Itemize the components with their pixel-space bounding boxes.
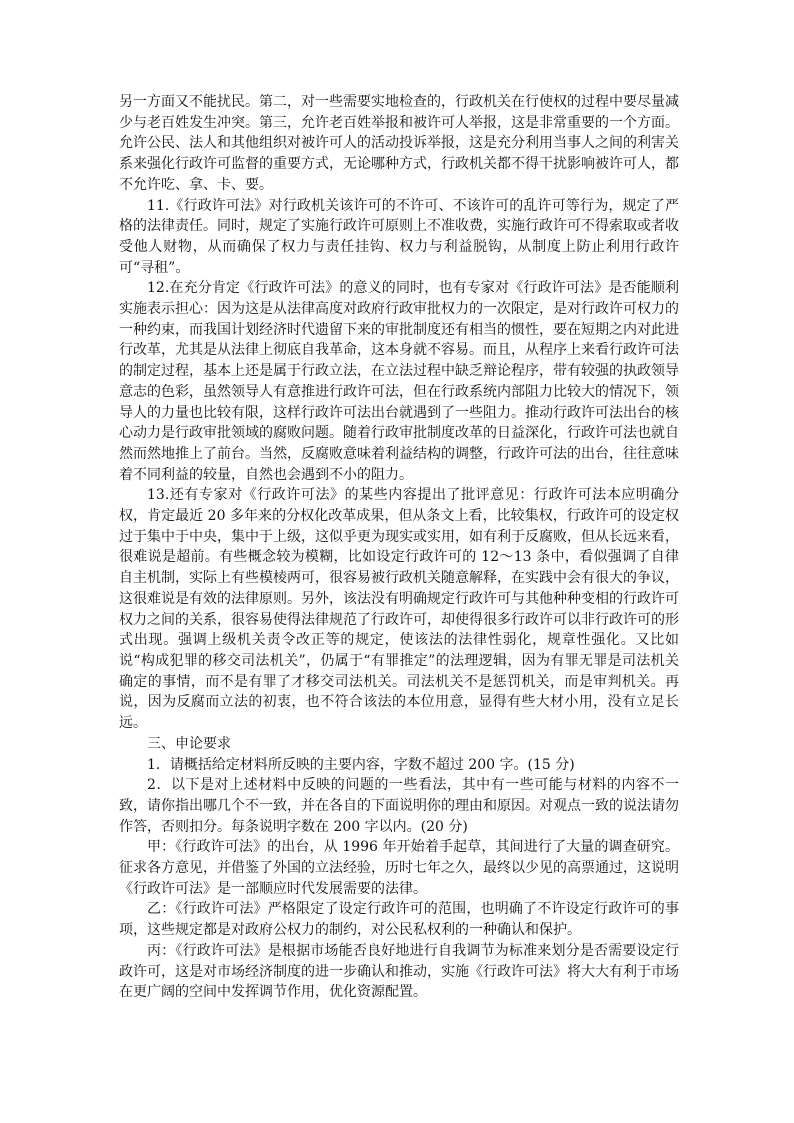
viewpoint-bing: 丙：《行政许可法》是根据市场能否良好地进行自我调节为标准来划分是否需要设定行政许可，这是对市场经济制度的进一步确认和推动，实施《行政许可法》将大大有利于市场在更广阔的空间中发挥调节作用，优化资源配置。 — [119, 942, 679, 1001]
paragraph-item-13: 13.还有专家对《行政许可法》的某些内容提出了批评意见：行政许可法本应明确分权，肯定最近 20 多年来的分权化改革成果，但从条文上看，比较集权，行政许可的设定权过于集中于中央，集中于上级，这似乎更为现实或实用，如有利于反腐败，但从长远来看，很难说是超前。有些概念较为模糊，比如设定行政许可的 12～13 条中，看似强调了自律自主机制，实际上有些模棱两可，很容易被行政机关随意解释，在实践中会有很大的争议，这很难说是有效的法律原则。另外，该法没有明确规定行政许可与其他种种变相的行政许可权力之间的关系，很容易使得法律规范了行政许可，却使得很多行政许可以非行政许可的形式出现。强调上级机关责令改正等的规定，使该法的法律性弱化，规章性强化。又比如说“构成犯罪的移交司法机关”，仍属于“有罪推定”的法理逻辑，因为有罪无罪是司法机关确定的事情，而不是有罪了才移交司法机关。司法机关不是惩罚机关，而是审判机关。再说，因为反腐而立法的初衷，也不符合该法的本位用意，显得有些大材小用，没有立足长远。 — [119, 487, 679, 732]
requirement-2: 2．以下是对上述材料中反映的问题的一些看法，其中有一些可能与材料的内容不一致，请你指出哪几个不一致，并在各自的下面说明你的理由和原因。对观点一致的说法请勿作答，否则扣分。每条说明字数在 200 字以内。(20 分) — [119, 777, 679, 835]
paragraph-continued: 另一方面又不能扰民。第二，对一些需要实地检查的，行政机关在行使权的过程中要尽量减少与老百姓发生冲突。第三，允许老百姓举报和被许可人举报，这是非常重要的一个方面。允许公民、法人和其他组织对被许可人的活动投诉举报，这是充分利用当事人之间的利害关系来强化行政许可监督的重要方式，无论哪种方式，行政机关都不得干扰影响被许可人，都不允许吃、拿、卡、要。 — [119, 94, 679, 193]
viewpoint-yi: 乙：《行政许可法》严格限定了设定行政许可的范围，也明确了不许设定行政许可的事项，这些规定都是对政府公权力的制约，对公民私权利的一种确认和保护。 — [119, 901, 679, 939]
paragraph-item-12: 12.在充分肯定《行政许可法》的意义的同时，也有专家对《行政许可法》是否能顺利实施表示担心：因为这是从法律高度对政府行政审批权力的一次限定，是对行政许可权力的一种约束，而我国计划经济时代遗留下来的审批制度还有相当的惯性，要在短期之内对此进行改革，尤其是从法律上彻底自我革命，这本身就不容易。而且，从程序上来看行政许可法的制定过程，基本上还是属于行政立法，在立法过程中缺乏辩论程序，带有较强的执政领导意志的色彩，虽然领导人有意推进行政许可法，但在行政系统内部阻力比较大的情况下，领导人的力量也比较有限，这样行政许可法出台就遇到了一些阻力。推动行政许可法出台的核心动力是行政审批领域的腐败问题。随着行政审批制度改革的日益深化，行政许可法也就自然而然地推上了前台。当然，反腐败意味着利益结构的调整，行政许可法的出台，往往意味着不同利益的较量，自然也会遇到不小的阻力。 — [119, 280, 679, 483]
requirement-1: 1．请概括给定材料所反映的主要内容，字数不超过 200 字。(15 分) — [147, 756, 575, 773]
paragraph-item-11: 11.《行政许可法》对行政机关该许可的不许可、不该许可的乱许可等行为，规定了严格的法律责任。同时，规定了实施行政许可原则上不准收费，实施行政许可不得索取或者收受他人财物，从而确保了权力与责任挂钩、权力与利益脱钩，从制度上防止利用行政许可“寻租”。 — [119, 197, 679, 276]
viewpoint-jia: 甲：《行政许可法》的出台，从 1996 年开始着手起草，其间进行了大量的调查研究。征求各方意见，并借鉴了外国的立法经验，历时七年之久，最终以少见的高票通过，这说明《行政许可法》是一部顺应时代发展需要的法律。 — [119, 839, 679, 897]
section-heading: 三、申论要求 — [147, 735, 231, 752]
document-page — [119, 92, 679, 1003]
